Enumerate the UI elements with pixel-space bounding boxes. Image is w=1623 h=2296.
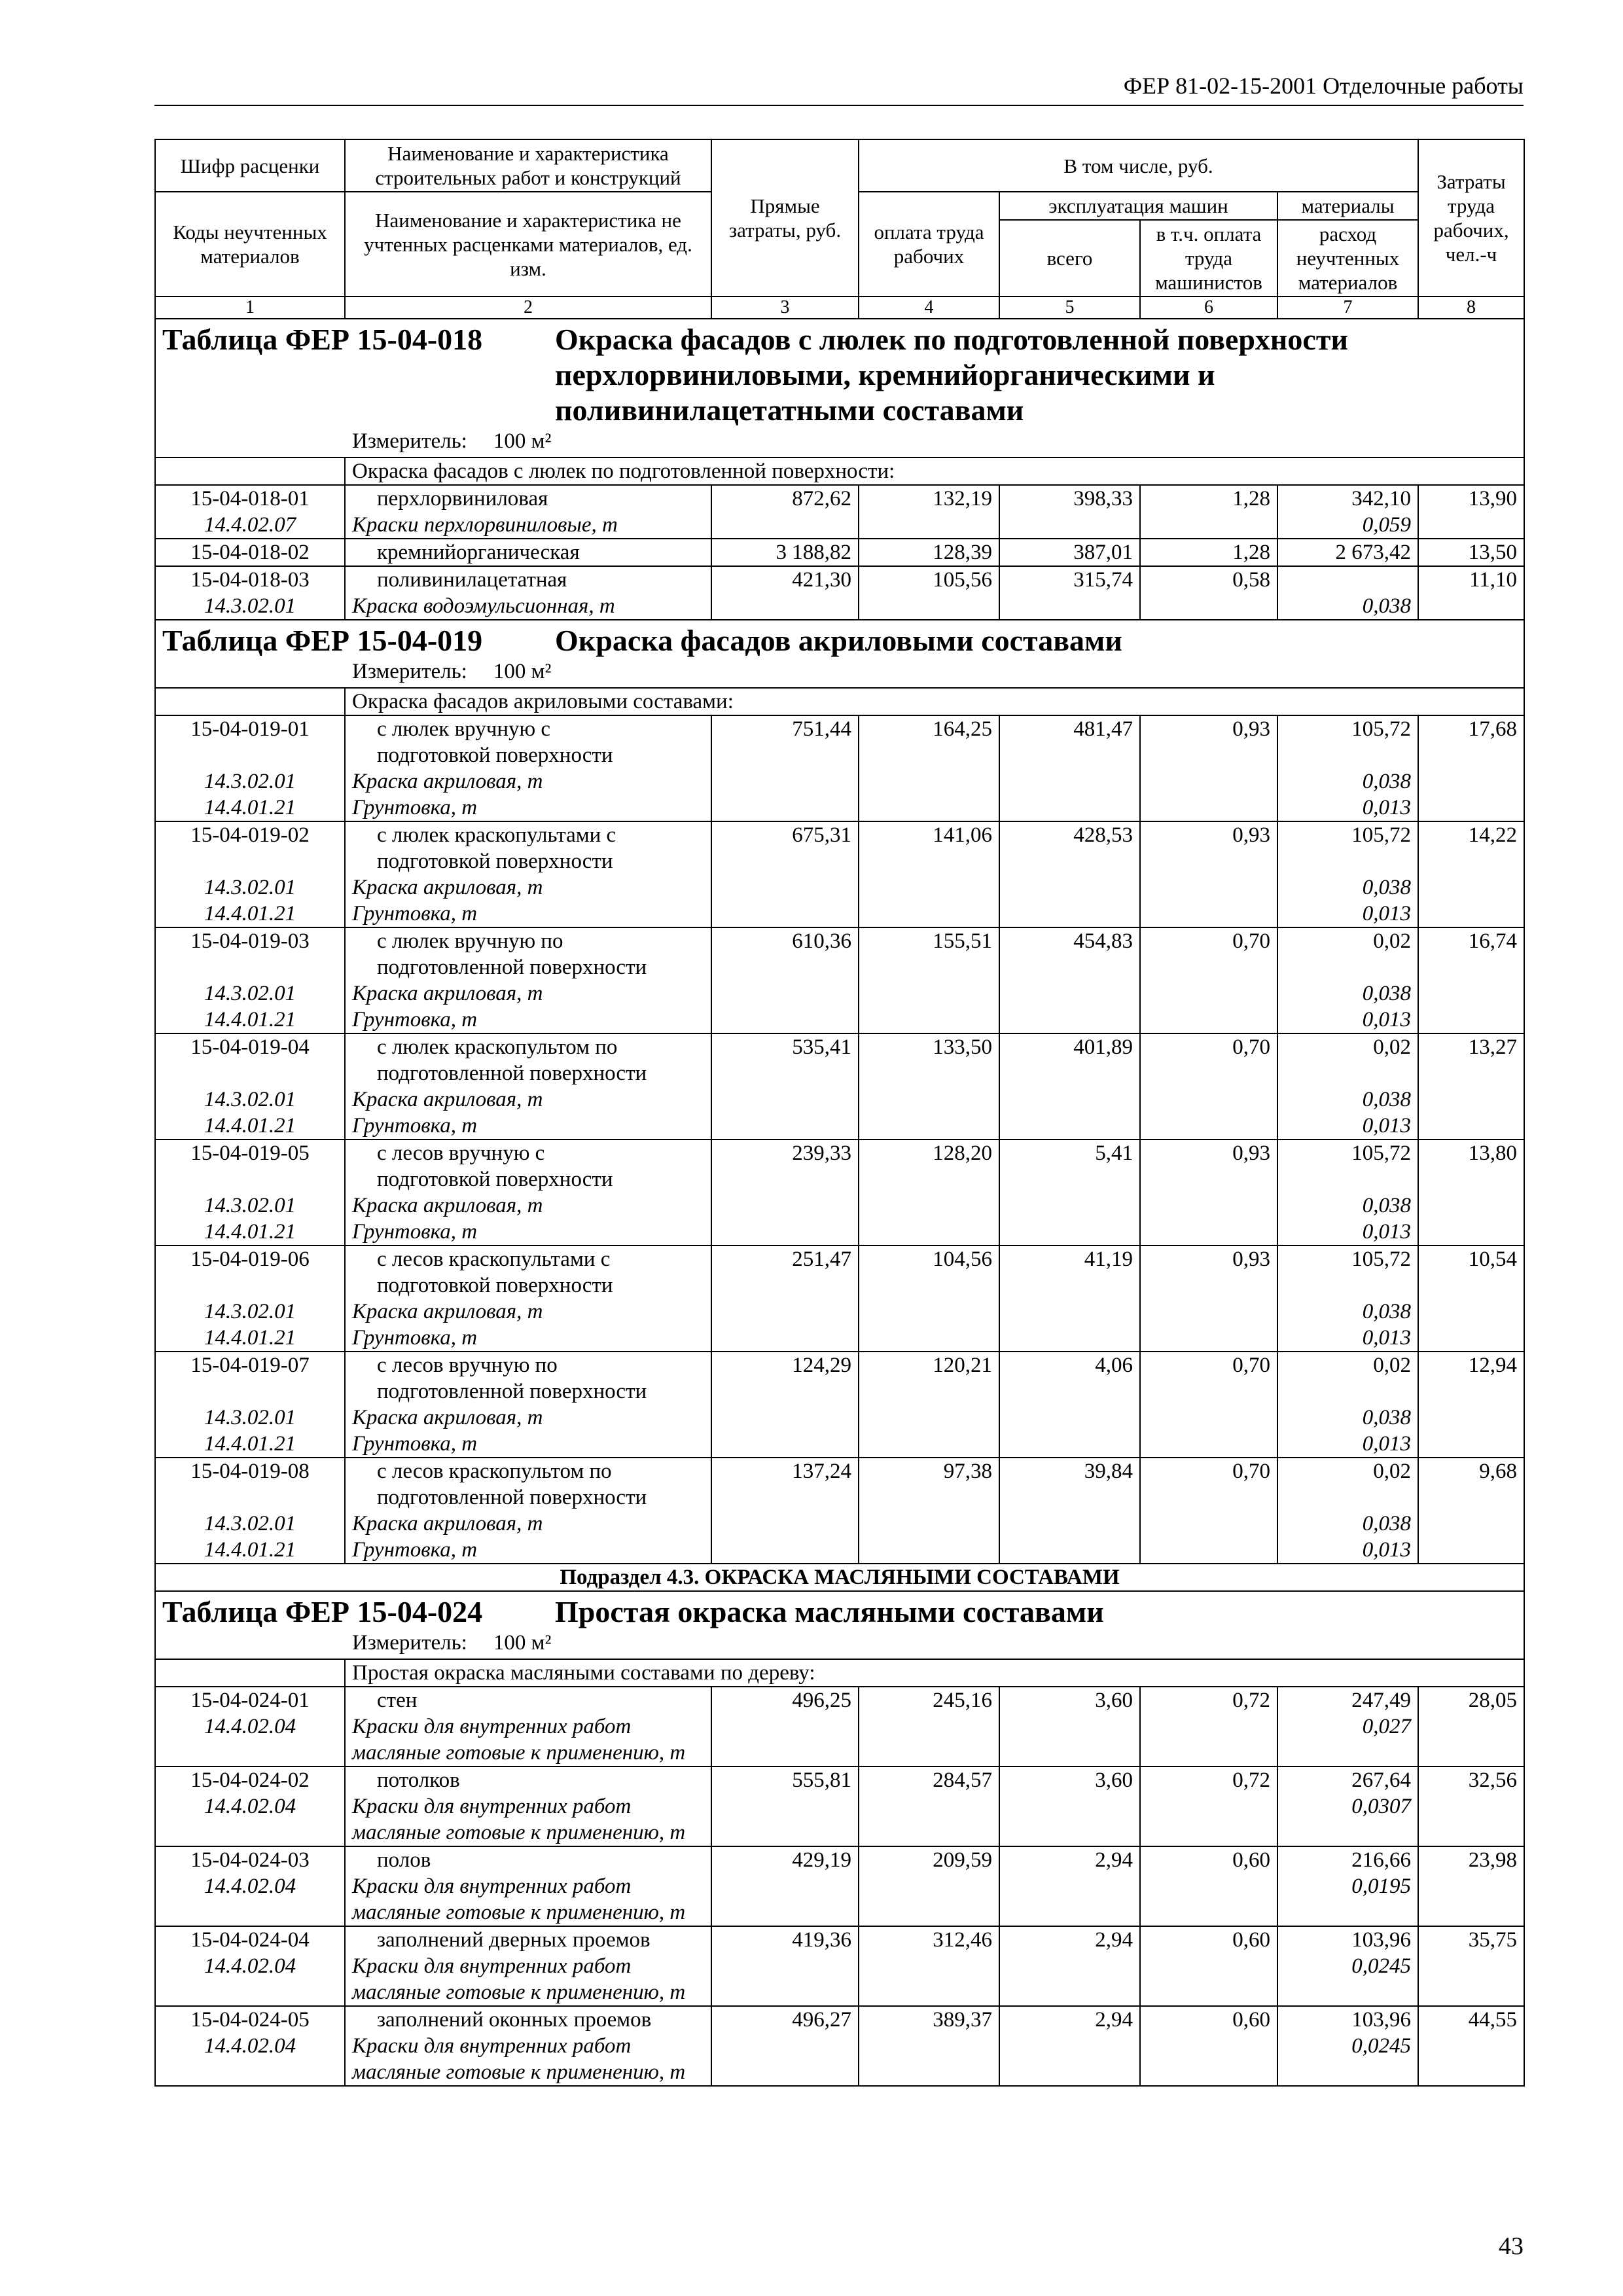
material-row: 14.4.01.21 Грунтовка, т 0,013 — [155, 901, 1524, 927]
material-row: 14.3.02.01 Краска акриловая, т 0,038 — [155, 1193, 1524, 1219]
table-019-title: Окраска фасадов акриловыми составами — [555, 624, 1122, 657]
subsection-title: Подраздел 4.3. ОКРАСКА МАСЛЯНЫМИ СОСТАВАМИ — [155, 1564, 1524, 1591]
breakdown-group-header: В том числе, руб. — [859, 139, 1418, 192]
page-number: 43 — [1499, 2233, 1524, 2260]
table-018-title: Окраска фасадов с люлек по подготовленной поверхности перхлорвиниловыми, кремнийорганическими и поливинилацетатными составами — [555, 323, 1348, 427]
table-row: 15-04-019-07 с лесов вручную по 124,29 120,21 4,06 0,70 0,02 12,94 — [155, 1352, 1524, 1378]
table-row: 15-04-018-01 перхлорвиниловая 872,62 132,19 398,33 1,28 342,10 13,90 — [155, 485, 1524, 512]
material-row: 14.3.02.01 Краска акриловая, т 0,038 — [155, 1299, 1524, 1325]
material-row: 14.3.02.01 Краска акриловая, т 0,038 — [155, 874, 1524, 901]
table-row: 15-04-019-05 с лесов вручную с 239,33 128,20 5,41 0,93 105,72 13,80 — [155, 1139, 1524, 1166]
material-row: 14.3.02.01 Краска акриловая, т 0,038 — [155, 1405, 1524, 1431]
table-row: 15-04-018-03 поливинилацетатная 421,30 105,56 315,74 0,58 11,10 — [155, 566, 1524, 593]
col1-bottom-header: Коды неучтенных материалов — [155, 192, 345, 296]
table-018-number: Таблица ФЕР 15-04-018 — [162, 323, 483, 356]
table-019-title-row — [155, 620, 1524, 688]
material-row: 14.4.01.21 Грунтовка, т 0,013 — [155, 1325, 1524, 1352]
column-numbers-row: 1 2 3 4 5 6 7 8 — [155, 296, 1524, 319]
material-row: 14.4.01.21 Грунтовка, т 0,013 — [155, 1537, 1524, 1564]
material-row: 14.3.02.01 Краска акриловая, т 0,038 — [155, 1086, 1524, 1113]
material-row: 14.3.02.01 Краска акриловая, т 0,038 — [155, 768, 1524, 795]
running-header: ФЕР 81-02-15-2001 Отделочные работы — [154, 71, 1524, 106]
table-018-subheading: Окраска фасадов с люлек по подготовленной поверхности: — [155, 457, 1524, 485]
table-row: 15-04-019-02 с люлек краскопультами с 675,31 141,06 428,53 0,93 105,72 14,22 — [155, 821, 1524, 848]
material-row: 14.4.01.21 Грунтовка, т 0,013 — [155, 795, 1524, 821]
table-row: 15-04-019-06 с лесов краскопультами с 251,47 104,56 41,19 0,93 105,72 10,54 — [155, 1246, 1524, 1272]
table-row: 15-04-024-05 заполнений оконных проемов 496,27 389,37 2,94 0,60 103,96 44,55 — [155, 2006, 1524, 2033]
table-019-subheading: Окраска фасадов акриловыми составами: — [155, 688, 1524, 715]
material-row: 14.4.02.04 Краски для внутренних работ 0,0195 — [155, 1873, 1524, 1899]
col1-top-header: Шифр расценки — [155, 139, 345, 192]
materials-group-header: материалы — [1277, 192, 1418, 220]
table-row: 15-04-019-08 с лесов краскопультом по 137,24 97,38 39,84 0,70 0,02 9,68 — [155, 1458, 1524, 1484]
table-row: 15-04-018-02 кремнийорганическая 3 188,82 128,39 387,01 1,28 2 673,42 13,50 — [155, 539, 1524, 566]
table-row: 15-04-024-04 заполнений дверных проемов 419,36 312,46 2,94 0,60 103,96 35,75 — [155, 1926, 1524, 1953]
col2-top-header: Наименование и характеристика строительных работ и конструкций — [345, 139, 711, 192]
table-024-title-row — [155, 1591, 1524, 1659]
unit-value: 100 м² — [493, 1631, 552, 1655]
col2-bottom-header: Наименование и характеристика не учтенных расценками материалов, ед. изм. — [345, 192, 711, 296]
material-row: 14.4.02.04 Краски для внутренних работ 0,0245 — [155, 2033, 1524, 2059]
material-row: 14.4.02.04 Краски для внутренних работ 0,0307 — [155, 1793, 1524, 1820]
table-019-number: Таблица ФЕР 15-04-019 — [162, 624, 483, 657]
material-row: 14.4.01.21 Грунтовка, т 0,013 — [155, 1007, 1524, 1033]
table-024-title: Простая окраска масляными составами — [555, 1595, 1104, 1628]
table-row: 15-04-019-01 с люлек вручную с 751,44 164,25 481,47 0,93 105,72 17,68 — [155, 715, 1524, 742]
machines-group-header: эксплуатация машин — [999, 192, 1277, 220]
col6-header: в т.ч. оплата труда машинистов — [1140, 220, 1277, 296]
material-row: 14.4.02.04 Краски для внутренних работ 0,0245 — [155, 1953, 1524, 1979]
col3-header: Прямые затраты, руб. — [711, 139, 859, 296]
col7-header: расход неучтенных материалов — [1277, 220, 1418, 296]
material-row: 14.3.02.01 Краска акриловая, т 0,038 — [155, 980, 1524, 1007]
material-row: 14.3.02.01 Краска водоэмульсионная, т 0,038 — [155, 593, 1524, 620]
material-row: 14.4.01.21 Грунтовка, т 0,013 — [155, 1219, 1524, 1246]
table-row: 15-04-024-02 потолков 555,81 284,57 3,60 0,72 267,64 32,56 — [155, 1767, 1524, 1793]
unit-label: Измеритель: — [352, 429, 467, 453]
table-024-subheading: Простая окраска масляными составами по дереву: — [155, 1659, 1524, 1687]
col5-header: всего — [999, 220, 1140, 296]
table-row: 15-04-024-01 стен 496,25 245,16 3,60 0,72 247,49 28,05 — [155, 1687, 1524, 1713]
material-row: 14.4.02.07 Краски перхлорвиниловые, т 0,059 — [155, 512, 1524, 539]
col8-header: Затраты труда рабочих, чел.-ч — [1418, 139, 1524, 296]
material-row: 14.4.01.21 Грунтовка, т 0,013 — [155, 1113, 1524, 1139]
table-row: 15-04-019-04 с люлек краскопультом по 535,41 133,50 401,89 0,70 0,02 13,27 — [155, 1033, 1524, 1060]
unit-label: Измеритель: — [352, 660, 467, 683]
material-row: 14.3.02.01 Краска акриловая, т 0,038 — [155, 1511, 1524, 1537]
subsection-row — [155, 1564, 1524, 1591]
material-row: 14.4.02.04 Краски для внутренних работ 0,027 — [155, 1713, 1524, 1740]
unit-value: 100 м² — [493, 429, 552, 453]
material-row: 14.4.01.21 Грунтовка, т 0,013 — [155, 1431, 1524, 1458]
table-row: 15-04-024-03 полов 429,19 209,59 2,94 0,60 216,66 23,98 — [155, 1846, 1524, 1873]
table-018-title-row — [155, 319, 1524, 457]
col4-header: оплата труда рабочих — [859, 192, 999, 296]
header-row — [155, 139, 1524, 192]
price-table: Шифр расценки Наименование и характеристика строительных работ и конструкций Прямые затраты, руб. В том числе, руб. Затраты труда рабочих, чел.-ч Коды неучтенных материалов Наименование и характеристика не учтенных расценками материалов, ед. изм. оплата труда рабочих эксплуатация машин материалы всего в т.ч. оплата труда машинистов расход неучтенных материалов 1 2 3 4 5 6 7 8 Таблица ФЕР 15-04-018 Окраска фасадов с люлек по подготовленной поверхности перхлорвиниловыми, кремнийорганическими и поливинилацетатными составами Измеритель: 100 м² Окраска фасадов с люлек по подготовленной поверхности: 15-04-018-01 перхлорвиниловая 872,62 132,19 398,33 1,28 342,10 13,90 14.4.02.07 Краски перхлорвиниловые, т 0,059 15-04-018-02 кремнийорганическая 3 188,82 128,39 387,01 1,28 2 673,42 13,50 15-04-018-03 поливинилацетатная 421,30 105,56 315,74 0,58 11,10 14.3.02.01 Краска водоэмульсионная, т 0,038 Таблица ФЕР 15-04-019 Окраска фасадов акриловыми составами Измеритель: 100 м² Окраска фасадов акриловыми составами: 15-04-019-01 с люлек вручную с 751,44 164,25 481,47 0,93 105,72 17,68 подготовкой поверхности 14.3.02.01 Краска акриловая, т 0,038 14.4.01.21 Грунтовка, т 0,013 15-04-019-02 с люлек краскопультами с 675,31 141,06 428,53 0,93 105,72 14,22 подготовкой поверхности 14.3.02.01 Краска акриловая, т 0,038 14.4.01.21 Грунтовка, т 0,013 15-04-019-03 с люлек вручную по 610,36 155,51 454,83 0,70 0,02 16,74 подготовленной поверхности 14.3.02.01 Краска акриловая, т 0,038 14.4.01.21 Грунтовка, т 0,013 15-04-019-04 с люлек краскопультом по 535,41 133,50 401,89 0,70 0,02 13,27 подготовленной поверхности 14.3.02.01 Краска акриловая, т 0,038 14.4.01.21 Грунтовка, т 0,013 15-04-019-05 с лесов вручную с 239,33 128,20 5,41 0,93 105,72 13,80 подготовкой поверхности 14.3.02.01 Краска акриловая, т 0,038 14.4.01.21 Грунтовка, т 0,013 15-04-019-06 с лесов краскопультами с 251,47 104,56 41,19 0,93 105,72 10,54 подготовкой поверхности 14.3.02.01 Краска акриловая, т 0,038 14.4.01.21 Грунтовка, т 0,013 15-04-019-07 с лесов вручную по 124,29 120,21 4,06 0,70 0,02 12,94 подготовленной поверхности 14.3.02.01 Краска акриловая, т 0,038 14.4.01.21 Грунтовка, т 0,013 15-04-019-08 с лесов краскопультом по 137,24 97,38 39,84 0,70 0,02 9,68 подготовленной поверхности 14.3.02.01 Краска акриловая, т 0,038 14.4.01.21 Грунтовка, т 0,013 Подраздел 4.3. ОКРАСКА МАСЛЯНЫМИ СОСТАВАМИ Таблица ФЕР 15-04-024 Простая окраска масляными составами Измеритель: 100 м² Простая окраска масляными составами по дереву: 15-04-024-01 стен 496,25 245,16 3,60 0,72 247,49 28,05 14.4.02.04 Краски для внутренних работ 0,027 масляные готовые к применению, т 15-04-024-02 потолков 555,81 284,57 3,60 0,72 267,64 32,56 14.4.02.04 Краски для внутренних работ 0,0307 масляные готовые к применению, т 15-04-024-03 полов 429,19 209,59 2,94 0,60 216,66 23,98 14.4.02.04 Краски для внутренних работ 0,0195 масляные готовые к применению, т 15-04-024-04 заполнений дверных проемов 419,36 312,46 2,94 0,60 103,96 35,75 14.4.02.04 Краски для внутренних работ 0,0245 масляные готовые к применению, т 15-04-024-05 заполнений оконных проемов 496,27 389,37 2,94 0,60 103,96 44,55 14.4.02.04 Краски для внутренних работ 0,0245 масляные готовые к применению, т — [154, 139, 1525, 2087]
table-024-number: Таблица ФЕР 15-04-024 — [162, 1595, 483, 1628]
table-row: 15-04-019-03 с люлек вручную по 610,36 155,51 454,83 0,70 0,02 16,74 — [155, 927, 1524, 954]
unit-value: 100 м² — [493, 660, 552, 683]
unit-label: Измеритель: — [352, 1631, 467, 1655]
